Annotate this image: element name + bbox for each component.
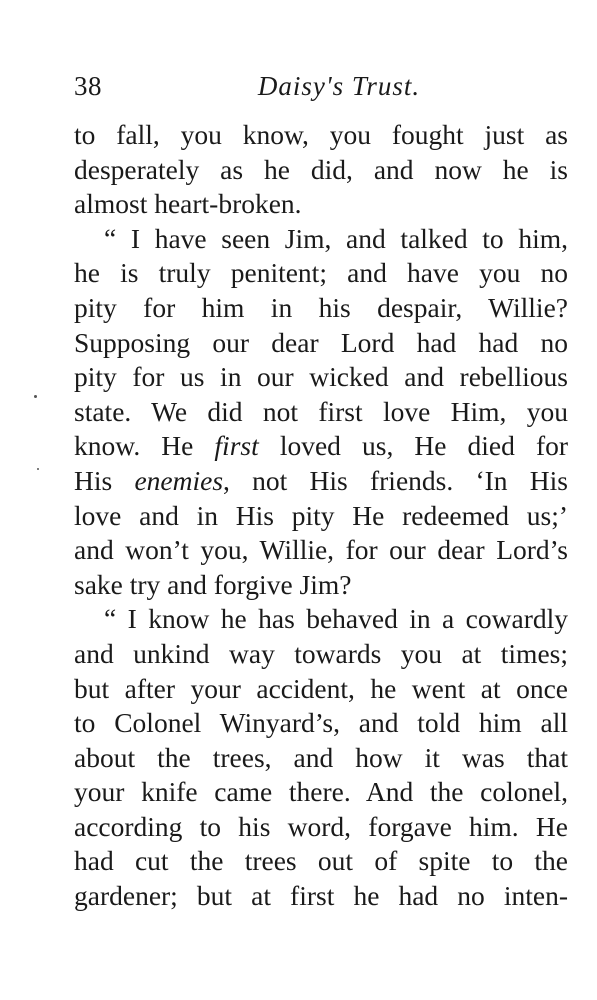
page-number: 38 bbox=[74, 71, 102, 101]
text-line: Supposing our dear Lord had had no bbox=[74, 326, 568, 358]
text-line: desperately as he did, and now he is bbox=[74, 153, 568, 185]
body-text bbox=[74, 118, 568, 914]
italic-text: enemies bbox=[134, 464, 224, 496]
text-line: “ I know he has behaved in a cowardly bbox=[104, 603, 568, 635]
text-run: loved us, He died for bbox=[258, 430, 568, 462]
italic-text: first bbox=[214, 430, 259, 462]
text-line: and won’t you, Willie, for our dear Lord’s bbox=[74, 534, 568, 566]
running-title: Daisy's Trust. bbox=[257, 71, 421, 101]
page-header bbox=[74, 66, 568, 106]
text-line: to fall, you know, you fought just as bbox=[74, 119, 568, 150]
text-line: “ I have seen Jim, and talked to him, bbox=[104, 222, 568, 254]
text-line: pity for us in our wicked and rebellious bbox=[74, 361, 568, 393]
text-line: according to his word, forgave him. He bbox=[74, 810, 568, 842]
text-line: he is truly penitent; and have you no bbox=[74, 257, 568, 289]
text-line: but after your accident, he went at once bbox=[74, 672, 568, 704]
text-run: know. He bbox=[74, 430, 215, 462]
text-line: sake try and forgive Jim? bbox=[74, 568, 352, 600]
text-line: love and in His pity He redeemed us;’ bbox=[74, 499, 568, 531]
text-line: gardener; but at first he had no inten- bbox=[74, 880, 568, 912]
text-run: His bbox=[74, 464, 135, 496]
text-run: , not His friends. ‘In His bbox=[223, 464, 568, 496]
print-speck bbox=[37, 468, 39, 470]
text-line: your knife came there. And the colonel, bbox=[74, 776, 568, 808]
text-line: pity for him in his despair, Willie? bbox=[74, 291, 568, 323]
text-line bbox=[74, 429, 568, 464]
text-line: and unkind way towards you at times; bbox=[74, 637, 568, 669]
text-line: almost heart-broken. bbox=[74, 188, 302, 220]
text-line: had cut the trees out of spite to the bbox=[74, 845, 568, 877]
text-line: state. We did not first love Him, you bbox=[74, 395, 568, 427]
print-speck bbox=[34, 395, 37, 398]
text-line bbox=[74, 464, 568, 499]
text-line: about the trees, and how it was that bbox=[74, 741, 568, 773]
text-line: to Colonel Winyard’s, and told him all bbox=[74, 707, 568, 739]
